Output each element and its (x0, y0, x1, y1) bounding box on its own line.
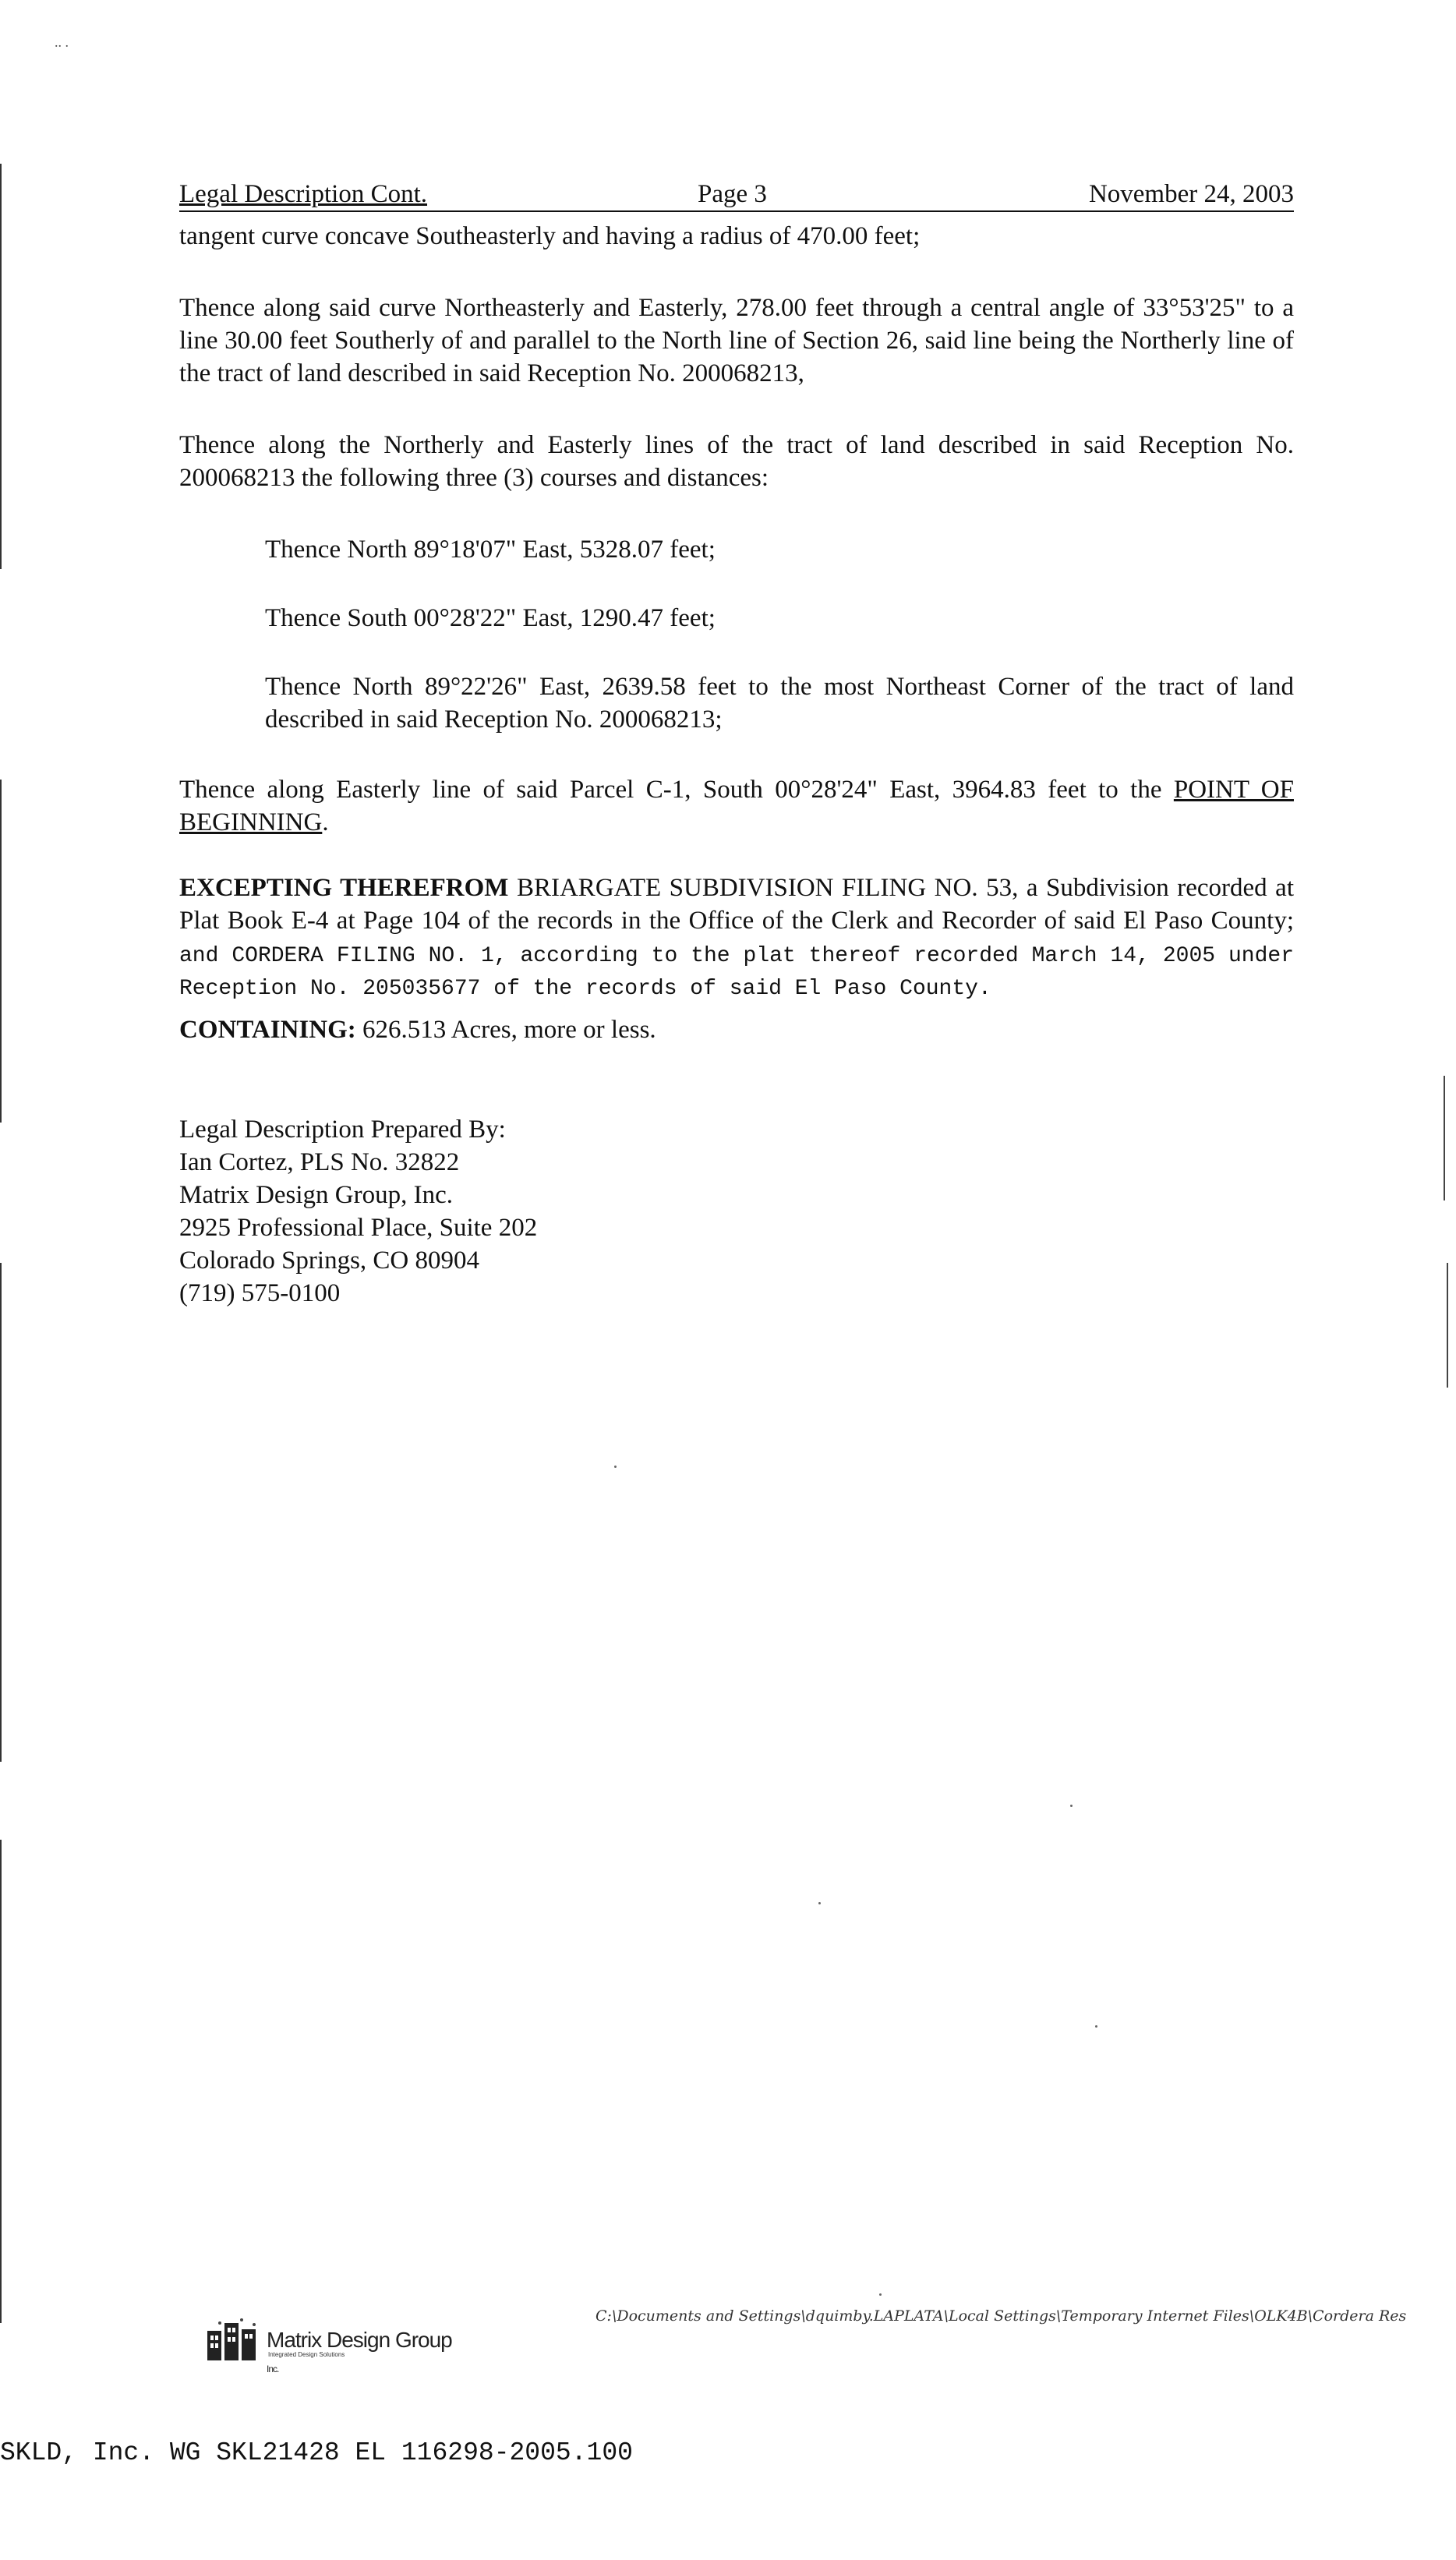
corner-mark: .. . (55, 34, 69, 50)
prepared-by-heading: Legal Description Prepared By: (179, 1116, 506, 1144)
prepared-by-city: Colorado Springs, CO 80904 (179, 1246, 480, 1275)
excepting-text: BRIARGATE SUBDIVISION FILING NO. 53, a Subdivision recorded at Plat Book E-4 at Page 104 of the records in the Office of the Clerk and Recorder of said El Paso County; (179, 874, 1294, 935)
prepared-by-phone: (719) 575-0100 (179, 1279, 341, 1307)
prepared-by-name: Ian Cortez, PLS No. 32822 (179, 1148, 460, 1176)
scan-edge-line (1447, 1263, 1448, 1388)
scan-speck (818, 1902, 821, 1904)
recording-stamp: SKLD, Inc. WG SKL21428 EL 116298-2005.100 (0, 2438, 633, 2467)
scan-speck (1070, 1805, 1073, 1807)
course-three: Thence North 89°22'26" East, 2639.58 feet to the most Northeast Corner of the tract of land described in said Reception No. 200068213; (265, 673, 1294, 734)
prepared-by-block (179, 1113, 537, 1310)
page-header (179, 176, 1294, 212)
paragraph-point-of-beginning (179, 773, 1294, 839)
pob-underlined: POINT OF BEGINNING (179, 776, 1294, 836)
matrix-cube-icon (204, 2315, 263, 2365)
prepared-by-address: 2925 Professional Place, Suite 202 (179, 1214, 538, 1242)
paragraph-tangent-curve: tangent curve concave Southeasterly and having a radius of 470.00 feet; (179, 222, 921, 250)
excepting-typed-addendum: and CORDERA FILING NO. 1, according to the plat thereof recorded March 14, 2005 under Reception No. 205035677 of the records of said El Paso County. (179, 944, 1294, 1001)
logo-wordmark: Matrix Design Group Inc. (267, 2328, 452, 2374)
paragraph-courses-intro: Thence along the Northerly and Easterly lines of the tract of land described in said Reception No. 200068213 the following three (3) courses and distances: (179, 431, 1294, 492)
scan-speck (614, 1466, 617, 1468)
header-date: November 24, 2003 (1088, 180, 1294, 208)
paragraph-containing (179, 1013, 1294, 1046)
file-path-footer: C:\Documents and Settings\dquimby.LAPLATA\Local Settings\Temporary Internet Files\OLK4B\Cordera Res (595, 2307, 1407, 2325)
header-page-number: Page 3 (698, 180, 767, 208)
paragraph-excepting (179, 872, 1294, 1002)
scan-speck (1095, 2025, 1097, 2028)
pob-text: Thence along Easterly line of said Parcel C-1, South 00°28'24" East, 3964.83 feet to the (179, 776, 1174, 804)
containing-text: 626.513 Acres, more or less. (355, 1016, 656, 1044)
prepared-by-company: Matrix Design Group, Inc. (179, 1181, 454, 1209)
paragraph-curve-course: Thence along said curve Northeasterly and Easterly, 278.00 feet through a central angle of 33°53'25" to a line 30.00 feet Southerly of and parallel to the North line of Section 26, said line being the Northerly line of the tract of land described in said Reception No. 200068213, (179, 294, 1294, 387)
scan-edge-line (1444, 1076, 1445, 1200)
scan-edge-line (0, 1840, 2, 2323)
scan-edge-line (0, 780, 2, 1123)
excepting-label: EXCEPTING THEREFROM (179, 874, 509, 902)
course-two: Thence South 00°28'22" East, 1290.47 feet; (265, 604, 716, 632)
scan-speck (879, 2293, 882, 2296)
header-title: Legal Description Cont. (179, 180, 428, 208)
pob-end: . (322, 808, 329, 836)
containing-label: CONTAINING: (179, 1016, 356, 1044)
company-logo (204, 2315, 454, 2374)
scan-edge-line (0, 164, 2, 569)
course-one: Thence North 89°18'07" East, 5328.07 feet; (265, 536, 716, 564)
logo-tagline: Integrated Design Solutions (268, 2351, 345, 2358)
scan-edge-line (0, 1263, 2, 1762)
